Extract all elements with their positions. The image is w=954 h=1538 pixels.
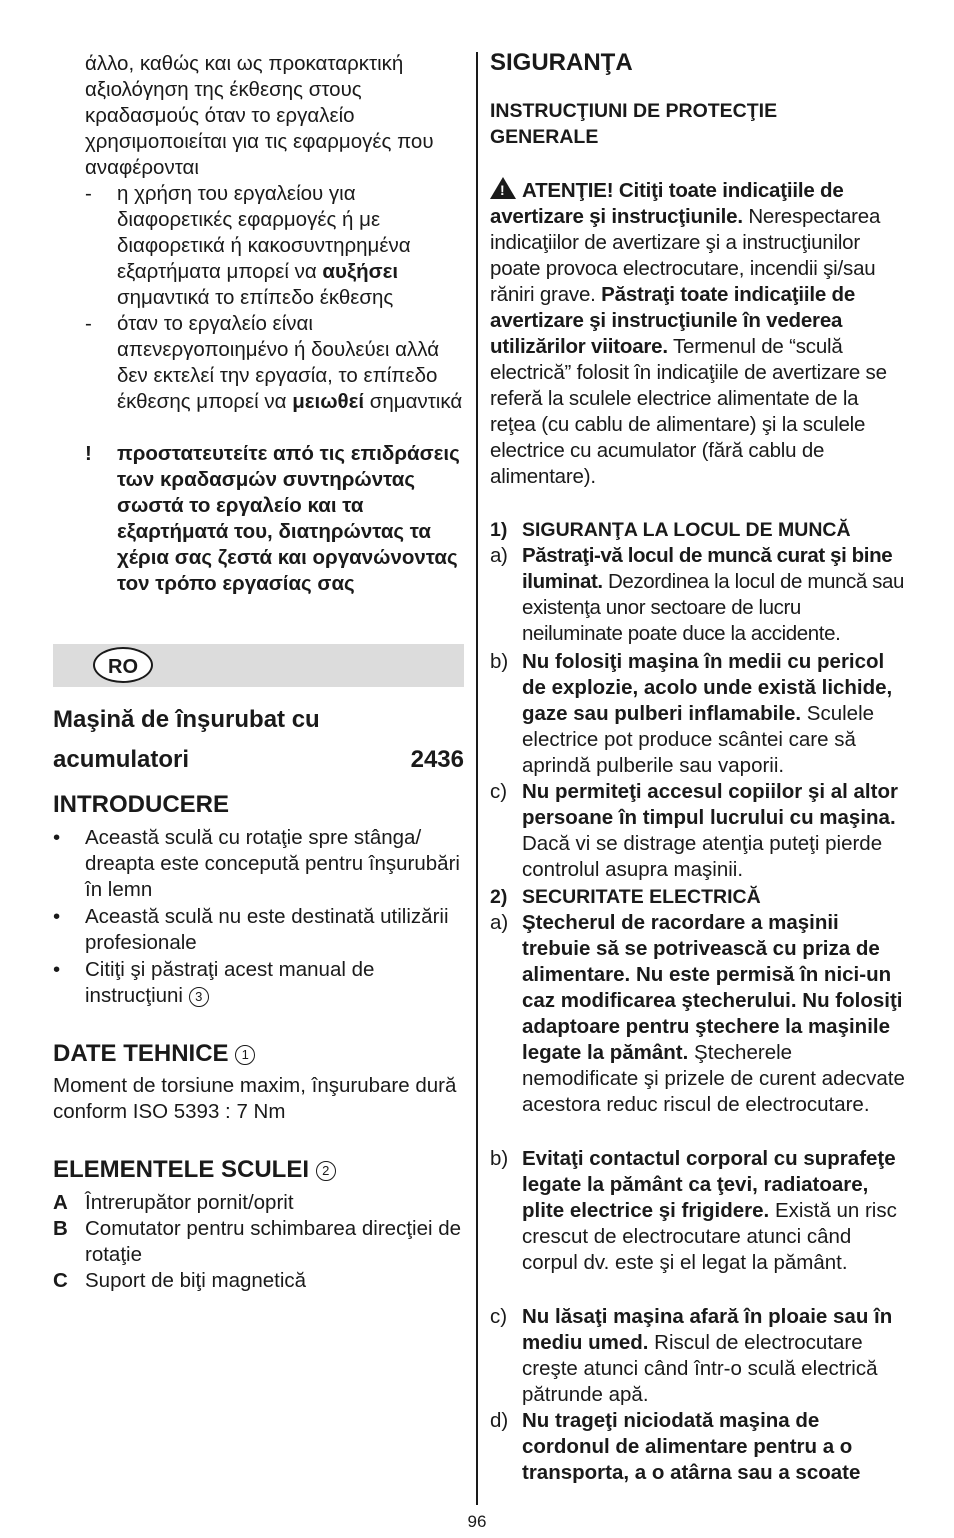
language-badge: RO (93, 647, 153, 683)
element-item: B Comutator pentru schimbarea direcţiei de rotaţie (53, 1217, 462, 1266)
section-2-item-d: d) Nu trageţi niciodată maşina de cordonul de alimentare pentru a o transporta, a o atârna sau a scoate (490, 1409, 861, 1484)
figure-ref-2: 2 (316, 1161, 336, 1181)
section-2-item-c: c) Nu lăsaţi maşina afară în ploaie sau în mediu umed. Riscul de electrocutare creşte atunci când într-o sculă electrică pătrunde apă. (490, 1305, 893, 1406)
page-number: 96 (467, 1512, 487, 1531)
intro-bullet: • Citiţi şi păstraţi acest manual de instrucţiuni 3 (53, 958, 375, 1007)
section-1-title: 1) SIGURANŢA LA LOCUL DE MUNCĂ (490, 519, 851, 541)
figure-ref-1: 1 (235, 1045, 255, 1065)
product-title-line1: Maşină de înşurubat cu (53, 706, 320, 733)
figure-ref-3: 3 (189, 987, 209, 1007)
element-item: C Suport de biţi magnetică (53, 1269, 307, 1292)
intro-bullet: • Această sculă cu rotaţie spre stânga/ dreapta este concepută pentru înşurubări în lemn (53, 826, 460, 901)
intro-paragraph: άλλο, καθώς και ως προκαταρκτική αξιολόγηση της έκθεσης στους κραδασμούς όταν το εργαλείο χρησιμοποιείται για τις εφαρμογές που αναφέρονται (85, 52, 434, 179)
intro-heading: INTRODUCERE (53, 791, 230, 818)
section-2-title: 2) SECURITATE ELECTRICĂ (490, 886, 761, 908)
bullet-decrease: - όταν το εργαλείο είναι απενεργοποιημένο ή δουλεύει αλλά δεν εκτελεί την εργασία, το επίπεδο έκθεσης μπορεί να μειωθεί σημαντικά (85, 312, 463, 413)
elements-heading: ELEMENTELE SCULEI 2 (53, 1155, 336, 1185)
tech-heading: DATE TEHNICE 1 (53, 1039, 255, 1069)
warning-paragraph: ! ATENŢIE! Citiţi toate indicaţiile de avertizare şi instrucţiunile. Nerespectarea indicaţiilor de avertizare şi a instrucţiunilor poate provoca electrocutare, incendii şi/sau răniri grave. Păstraţi toate indicaţiile de avertizare şi instrucţiunile în vederea utilizărilor viitoare. Termenul de “sculă electrică” folosit în indicaţiile de avertizare se referă la sculele electrice alimentate de la reţea (cu cablu de alimentare) şi la sculele electrice cu acumulator (fără cablu de alimentare). (490, 179, 887, 488)
dash-marker: - (85, 312, 92, 335)
intro-bullet: • Această sculă nu este destinată utilizării profesionale (53, 905, 449, 954)
safety-heading: SIGURANŢA (490, 49, 633, 76)
bang-marker: ! (85, 442, 92, 465)
element-item: A Întrerupător pornit/oprit (53, 1191, 294, 1214)
dash-marker: - (85, 182, 92, 205)
warning-bang-item: ! προστατευτείτε από τις επιδράσεις των κραδασμών συντηρώντας σωστά το εργαλείο και τα εξαρτήματά του, διατηρώντας τα χέρια σας ζεστά και οργανώνοντας τον τρόπο εργασίας σας (85, 442, 460, 595)
section-1-item-c: c) Nu permiteţi accesul copiilor şi al altor persoane în timpul lucrului cu maşina. Dacă vi se distrage atenţia puteţi pierde controlul asupra maşinii. (490, 780, 898, 881)
bullet-increase: - η χρήση του εργαλείου για διαφορετικές εφαρμογές ή με διαφορετικά ή κακοσυντηρημένα εξαρτήματα μπορεί να αυξήσει σημαντικά το επίπεδο έκθεσης (85, 182, 411, 309)
section-2-item-a: a) Ştecherul de racordare a maşinii trebuie să se potrivească cu priza de alimentare. Nu este permisă în nici-un caz modificarea ştecherului. Nu folosiţi adaptoare pentru ştechere la maşinile legate la pământ. Ştecherele nemodificate şi prizele de curent adecvate acestora reduc riscul de electrocutare. (490, 911, 905, 1116)
tech-text: Moment de torsiune maxim, înşurubare dură conform ISO 5393 : 7 Nm (53, 1074, 457, 1123)
section-1-item-b: b) Nu folosiţi maşina în medii cu pericol de explozie, acolo unde există lichide, gaze sau pulberi inflamabile. Sculele electrice pot produce scântei care să aprindă pulberile sau vaporii. (490, 650, 893, 777)
column-divider (476, 52, 478, 1505)
warning-triangle-icon: ! (490, 177, 516, 199)
safety-subheading: INSTRUCŢIUNI DE PROTECŢIE GENERALE (490, 100, 778, 148)
product-title-line2: acumulatori (53, 746, 190, 773)
section-2-item-b: b) Evitaţi contactul corporal cu suprafeţe legate la pământ ca ţevi, radiatoare, plite electrice şi frigidere. Există un risc crescut de electrocutare atunci când corpul dv. este şi el legat la pământ. (490, 1147, 897, 1274)
language-header (53, 644, 464, 687)
section-1-item-a: a) Păstraţi-vă locul de muncă curat şi bine iluminat. Dezordinea la locul de muncă sau existenţa unor sectoare de lucru neiluminate poate duce la accidente. (490, 544, 905, 645)
model-number: 2436 (410, 746, 464, 773)
